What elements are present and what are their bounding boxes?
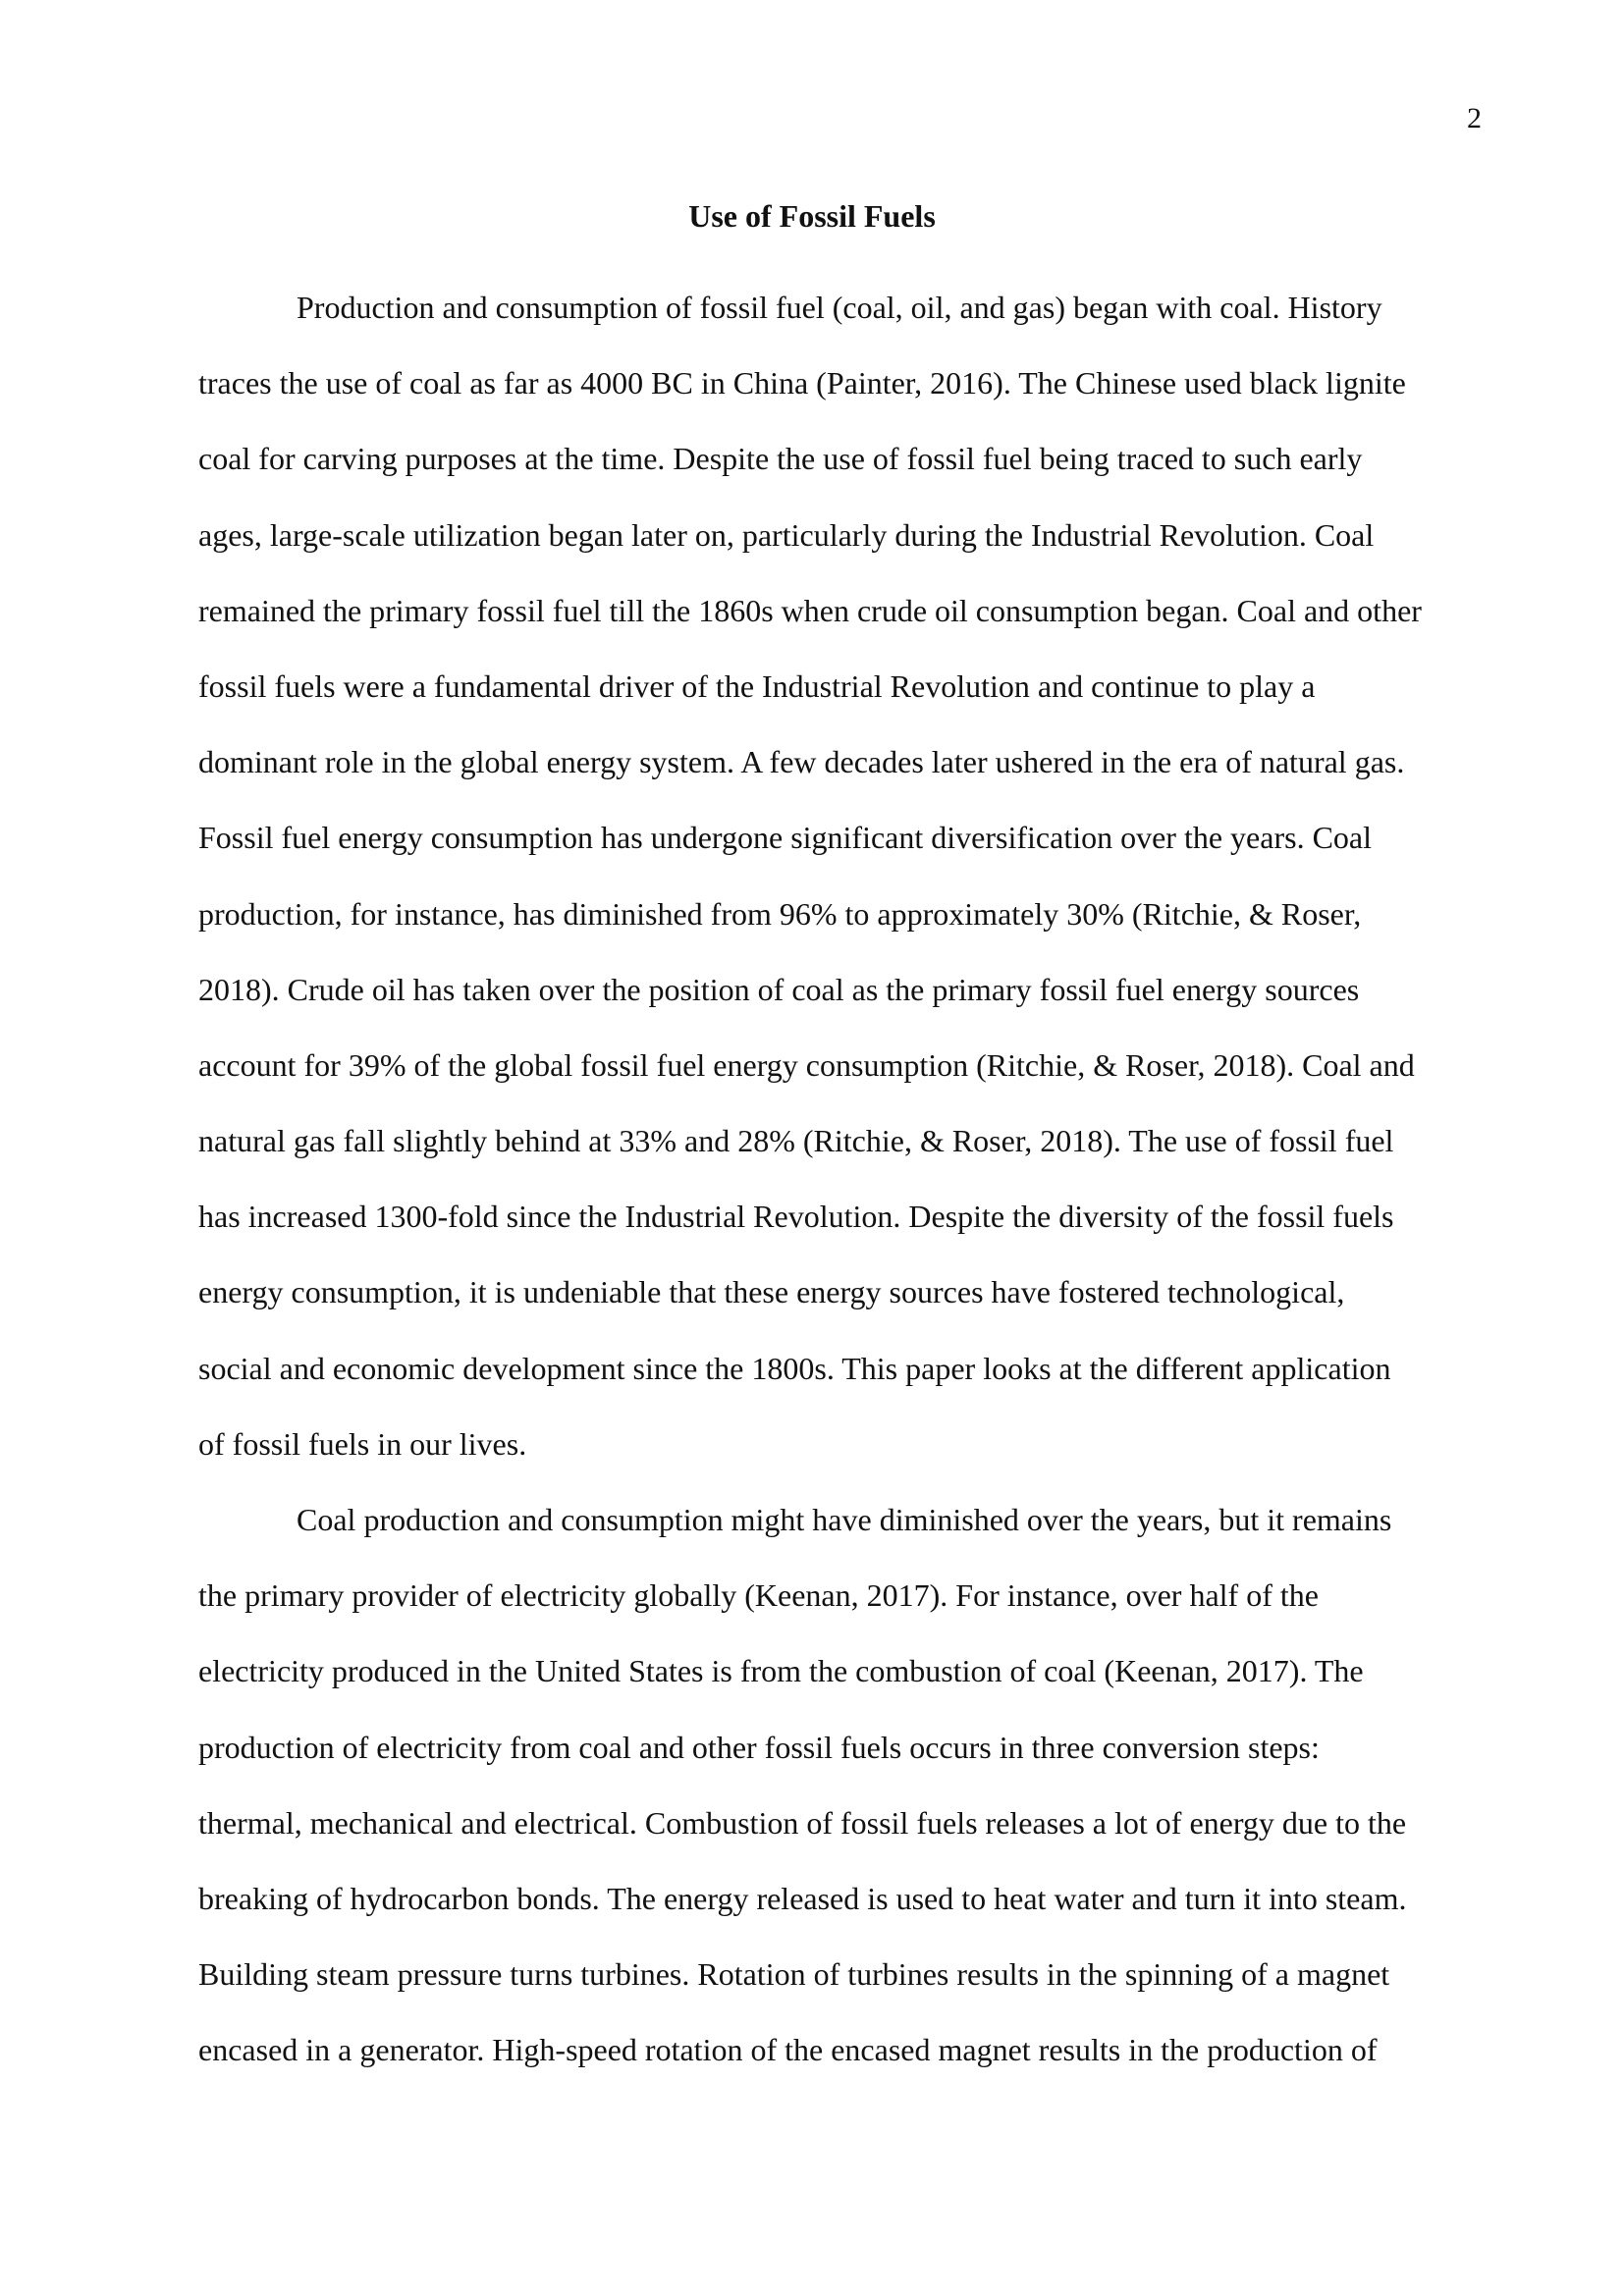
text-line: Building steam pressure turns turbines. Rotation of turbines results in the spinning of a magnet bbox=[198, 1956, 1390, 1993]
text-line: production of electricity from coal and other fossil fuels occurs in three conversion steps: bbox=[198, 1729, 1320, 1765]
paragraph-1 bbox=[198, 270, 1489, 1482]
text-line: the primary provider of electricity globally (Keenan, 2017). For instance, over half of the bbox=[198, 1577, 1319, 1614]
paragraph-2 bbox=[198, 1482, 1489, 2089]
document-title: Use of Fossil Fuels bbox=[688, 198, 936, 234]
text-line: Fossil fuel energy consumption has undergone significant diversification over the years. Coal bbox=[198, 820, 1372, 856]
text-line: has increased 1300-fold since the Industrial Revolution. Despite the diversity of the fossil fuels bbox=[198, 1199, 1394, 1235]
text-line: ages, large-scale utilization began later on, particularly during the Industrial Revolution. Coal bbox=[198, 516, 1375, 553]
text-line: of fossil fuels in our lives. bbox=[198, 1425, 527, 1462]
text-line: fossil fuels were a fundamental driver of the Industrial Revolution and continue to play a bbox=[198, 667, 1316, 704]
text-line: production, for instance, has diminished from 96% to approximately 30% (Ritchie, & Roser, bbox=[198, 895, 1362, 932]
text-line: coal for carving purposes at the time. Despite the use of fossil fuel being traced to such early bbox=[198, 441, 1363, 477]
text-line: breaking of hydrocarbon bonds. The energy released is used to heat water and turn it into steam. bbox=[198, 1880, 1407, 1916]
text-line: 2018). Crude oil has taken over the position of coal as the primary fossil fuel energy sources bbox=[198, 971, 1360, 1007]
text-line: Coal production and consumption might have diminished over the years, but it remains bbox=[297, 1502, 1392, 1537]
text-line: thermal, mechanical and electrical. Combustion of fossil fuels releases a lot of energy due to the bbox=[198, 1804, 1407, 1841]
text-line: electricity produced in the United States is from the combustion of coal (Keenan, 2017). The bbox=[198, 1653, 1364, 1689]
text-line: traces the use of coal as far as 4000 BC in China (Painter, 2016). The Chinese used black lignite bbox=[198, 365, 1406, 401]
text-line: natural gas fall slightly behind at 33% and 28% (Ritchie, & Roser, 2018). The use of fossil fuel bbox=[198, 1123, 1394, 1159]
text-line: remained the primary fossil fuel till the 1860s when crude oil consumption began. Coal and other bbox=[198, 592, 1422, 628]
document-body bbox=[198, 270, 1489, 2089]
text-line: Production and consumption of fossil fuel (coal, oil, and gas) began with coal. History bbox=[297, 290, 1382, 325]
page-number: 2 bbox=[1467, 102, 1482, 134]
text-line: encased in a generator. High-speed rotation of the encased magnet results in the production of bbox=[198, 2032, 1378, 2068]
text-line: account for 39% of the global fossil fuel energy consumption (Ritchie, & Roser, 2018). Coal and bbox=[198, 1046, 1415, 1083]
text-line: energy consumption, it is undeniable that these energy sources have fostered technological, bbox=[198, 1274, 1345, 1310]
text-line: social and economic development since the 1800s. This paper looks at the different application bbox=[198, 1350, 1391, 1386]
text-line: dominant role in the global energy system. A few decades later ushered in the era of natural gas. bbox=[198, 744, 1405, 780]
